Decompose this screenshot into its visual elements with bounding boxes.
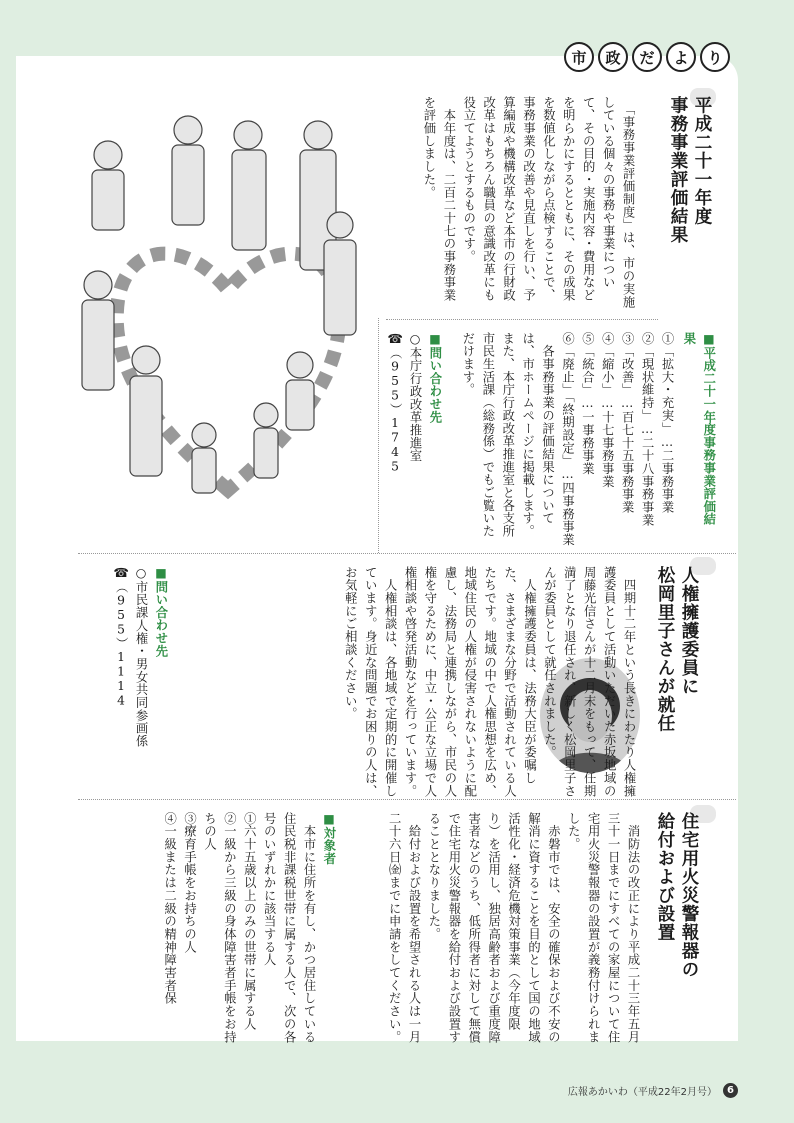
header-char: 政 xyxy=(598,42,628,72)
family-illustration xyxy=(78,100,363,520)
page-number: 6 xyxy=(723,1083,738,1098)
article1-contact-heading: ■ 問い合わせ先 xyxy=(424,332,444,452)
article3-target: 本市に住所を有し、かつ居住している住民税非課税世帯に属する人で、次の各号のいずれかに該当する人 ①六十五歳以上のみの世帯に属する人 ②一級から三級の身体障害者手帳をお持ちの人 ③療育手帳をお持ちの人 ④一級または二級の精神障害者保 xyxy=(162,812,316,1044)
article3-target-heading: ■ 対象者 xyxy=(318,812,338,932)
article3-body: 消防法の改正により平成二十三年五月三十一日までにすべての家屋について住宅用火災警報器の設置が義務付けられました。 赤磐市では、安全の確保および不安の解消に資することを目的として国の地域活性化・経済危機対策事業（今年度限り）を活用し、独居高齢者および重度障害者などのうち、低所得者に対して無償で住宅用火災警報器を給付および設置することとなりました。 給付および設置を希望される人は一月二十六日㈮までに申請をしてください。 xyxy=(387,812,640,1044)
divider xyxy=(378,318,379,553)
divider xyxy=(78,553,736,554)
section-header xyxy=(564,42,730,72)
footer xyxy=(568,1083,738,1098)
article1-contact: ○本庁行政改革推進室 ☎（955）1745 xyxy=(388,332,422,475)
article2-contact: ○市民課人権・男女共同参画係 ☎（955）1114 xyxy=(114,566,148,748)
article1-body: 「事務事業評価制度」は、市の実施している個々の事務や事業について、その目的・実施内容・費用などを明らかにするとともに、その成果を数値化しながら点検することで、事務事業の改善や見直しを行い、予算編成や機構改革など本市の行財政改革はもちろん職員の意識改革にも役立てようとするものです。 本年度は、二百二十七の事務事業を評価しました。 xyxy=(421,96,635,309)
header-char: 市 xyxy=(564,42,594,72)
article2-title: 人権擁護委員に 松岡里子さんが就任 xyxy=(655,566,699,733)
article2-body: 四期十二年という長きにわたり人権擁護委員として活動いただいた赤坂地域の周藤光信さんが十二月末をもって、任期満了となり退任され、新しく松岡里子さんが委員として就任されました。 人権擁護委員は、法務大臣が委嘱した、さまざまな分野で活動されている人たちです。地域の中で人権思想を広め、地域住民の人権が侵害されないように配慮し、法務局と連携しながら、市民の人権を守るために、中立・公正な立場で人権相談や啓発活動などを行っています。 人権相談は、各地域で定期的に開催しています。身近な問題でお困りの人は、お気軽にご相談ください。 xyxy=(343,566,636,798)
header-char: だ xyxy=(632,42,662,72)
header-char: り xyxy=(700,42,730,72)
footer-publication: 広報あかいわ（平成22年2月号） xyxy=(567,1087,717,1098)
article1-results-heading: ■ 平成二十一年度事務事業評価結果 xyxy=(678,332,718,532)
article1-title: 平成二十一年度 事務事業評価結果 xyxy=(668,96,712,244)
article1-results: ①「拡大・充実」…二事務事業 ②「現状維持」…二十八事務事業 ③「改善」…百七十五事務事業 ④「縮小」…十七事務事業 ⑤「統合」…一事務事業 ⑥「廃止」「終期設定」…四事務事業 各事務事業の評価結果については、市ホームページに掲載します。また、本庁行政改革推進室と各支所市民生活課（総務係）でもご覧いただけます。 xyxy=(460,332,674,546)
article2-contact-heading: ■ 問い合わせ先 xyxy=(150,566,170,696)
divider xyxy=(386,319,658,320)
article3-title: 住宅用火災警報器の 給付および設置 xyxy=(655,812,699,979)
header-char: よ xyxy=(666,42,696,72)
divider xyxy=(78,799,736,800)
